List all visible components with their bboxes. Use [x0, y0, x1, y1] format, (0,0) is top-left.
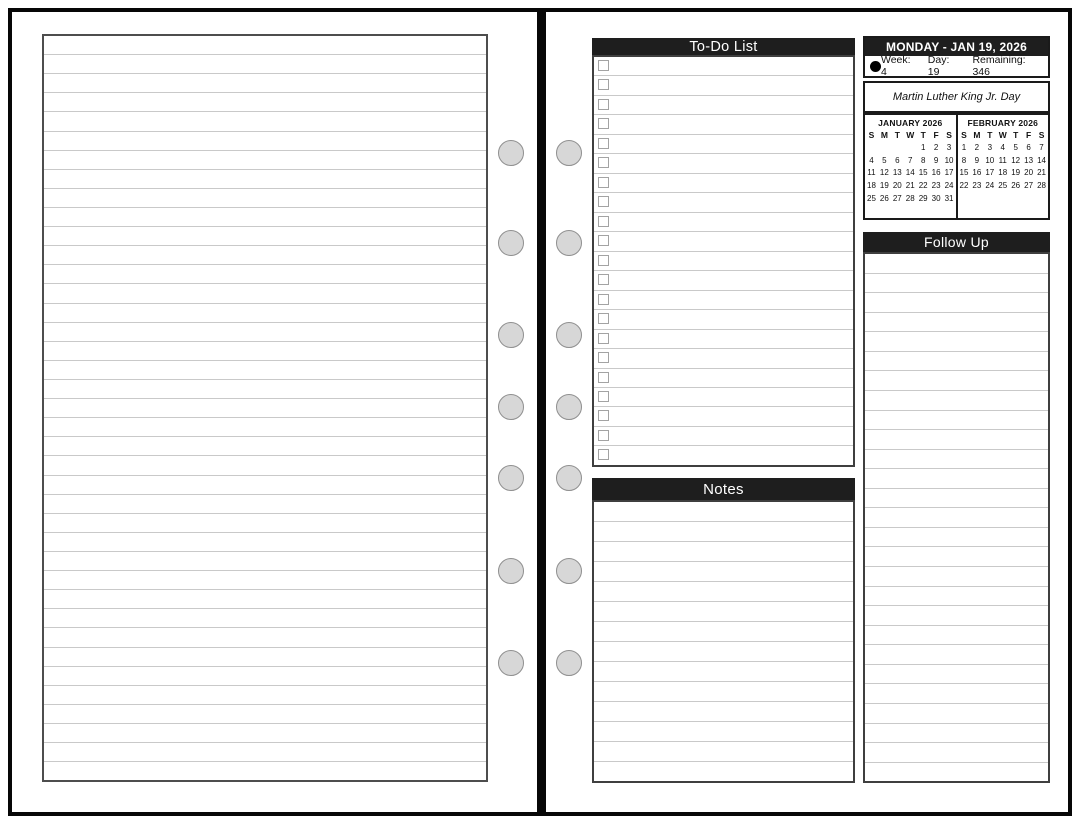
notes-line	[594, 542, 853, 562]
binder-hole	[556, 394, 582, 420]
notes-line	[594, 622, 853, 642]
calendar-day-cell: 23	[972, 181, 982, 191]
calendar-day-cell: 23	[931, 181, 941, 191]
calendar-grid	[865, 129, 956, 206]
todo-checkbox[interactable]	[598, 430, 609, 441]
calendar-day-cell: 20	[892, 181, 902, 191]
calendar-dow-cell: W	[998, 130, 1007, 140]
left-page-line	[44, 265, 486, 284]
notes-list	[592, 500, 855, 783]
left-page-line	[44, 284, 486, 303]
left-page-line	[44, 112, 486, 131]
calendar-title: JANUARY 2026	[878, 118, 943, 128]
date-title: MONDAY - JAN 19, 2026	[886, 40, 1027, 54]
calendar-day-cell: 4	[869, 155, 874, 165]
calendar-day-cell: 20	[1024, 168, 1034, 178]
calendar-day-cell: 3	[946, 142, 952, 152]
left-page-line	[44, 476, 486, 495]
left-page-line	[44, 380, 486, 399]
left-page-line	[44, 705, 486, 724]
todo-checkbox[interactable]	[598, 79, 609, 90]
calendar-dow-cell: T	[1013, 130, 1019, 140]
page-divider	[537, 8, 546, 816]
todo-row	[594, 115, 853, 134]
todo-checkbox[interactable]	[598, 333, 609, 344]
todo-row	[594, 154, 853, 173]
calendar-day-cell: 18	[998, 168, 1008, 178]
followup-title: Follow Up	[924, 234, 989, 250]
date-header-box	[863, 36, 1050, 78]
left-page-line	[44, 437, 486, 456]
left-page-line	[44, 36, 486, 55]
followup-line	[865, 724, 1048, 744]
calendar-day-cell: 18	[867, 181, 876, 191]
calendar-day-cell: 24	[985, 181, 995, 191]
followup-line	[865, 547, 1048, 567]
todo-row	[594, 232, 853, 251]
calendar-title: FEBRUARY 2026	[967, 118, 1039, 128]
left-notes-page	[42, 34, 488, 782]
calendar-day-cell: 5	[882, 155, 887, 165]
left-page-line	[44, 743, 486, 762]
notes-line	[594, 722, 853, 742]
left-page-line	[44, 323, 486, 342]
todo-checkbox[interactable]	[598, 391, 609, 402]
calendar-day-cell: 12	[879, 168, 889, 178]
left-page-line	[44, 399, 486, 418]
notes-line	[594, 642, 853, 662]
calendar-day-cell: 10	[985, 155, 995, 165]
binder-hole	[498, 230, 524, 256]
calendar-day-cell: 17	[985, 168, 995, 178]
binder-hole	[498, 465, 524, 491]
calendar-day-cell: 11	[998, 155, 1007, 165]
calendar-day-cell: 10	[944, 155, 954, 165]
left-page-line	[44, 246, 486, 265]
calendar-day-cell: 24	[944, 181, 954, 191]
followup-line	[865, 743, 1048, 763]
calendar-dow-cell: T	[987, 130, 993, 140]
calendar-day-cell: 27	[892, 193, 902, 203]
left-page-line	[44, 609, 486, 628]
left-page-line	[44, 533, 486, 552]
days-remaining: Remaining: 346	[972, 54, 1026, 78]
followup-line	[865, 274, 1048, 294]
todo-row	[594, 427, 853, 446]
todo-checkbox[interactable]	[598, 60, 609, 71]
calendar-day-cell	[878, 142, 891, 155]
todo-row	[594, 76, 853, 95]
left-page-line	[44, 93, 486, 112]
calendar-day-cell: 1	[920, 142, 926, 152]
calendar-day-cell: 2	[933, 142, 939, 152]
followup-line	[865, 606, 1048, 626]
calendar-day-cell: 1	[961, 142, 967, 152]
binder-hole	[498, 140, 524, 166]
notes-line	[594, 682, 853, 702]
day-number: Day: 19	[927, 54, 950, 78]
notes-line	[594, 602, 853, 622]
todo-row	[594, 310, 853, 329]
calendar-day-cell: 8	[961, 155, 967, 165]
left-page-line	[44, 208, 486, 227]
todo-row	[594, 193, 853, 212]
todo-list	[592, 55, 855, 467]
followup-line	[865, 450, 1048, 470]
calendar-day-cell: 16	[931, 168, 941, 178]
left-page-line	[44, 74, 486, 93]
calendar-day-cell	[904, 142, 917, 155]
calendar-day-cell: 16	[972, 168, 982, 178]
calendar-dow-cell: F	[1026, 130, 1032, 140]
followup-line	[865, 371, 1048, 391]
calendar-dow-cell: T	[920, 130, 926, 140]
calendar-day-cell: 8	[920, 155, 926, 165]
calendar-day-cell: 13	[892, 168, 902, 178]
todo-row	[594, 57, 853, 76]
binder-hole	[498, 394, 524, 420]
left-page-line	[44, 189, 486, 208]
holiday-box	[863, 81, 1050, 113]
left-page-line	[44, 55, 486, 74]
todo-checkbox[interactable]	[598, 274, 609, 285]
notes-title: Notes	[703, 480, 744, 498]
left-page-line	[44, 552, 486, 571]
left-page-line	[44, 456, 486, 475]
todo-section-header	[592, 38, 855, 55]
todo-row	[594, 388, 853, 407]
calendar-day-cell: 25	[867, 193, 876, 203]
followup-line	[865, 665, 1048, 685]
todo-row	[594, 252, 853, 271]
binder-hole	[556, 465, 582, 491]
calendar-day-cell: 31	[944, 193, 954, 203]
followup-line	[865, 352, 1048, 372]
todo-checkbox[interactable]	[598, 449, 609, 460]
followup-line	[865, 254, 1048, 274]
todo-checkbox[interactable]	[598, 196, 609, 207]
calendar-day-cell: 14	[1037, 155, 1046, 165]
calendar-day-cell: 17	[944, 168, 954, 178]
followup-line	[865, 587, 1048, 607]
todo-checkbox[interactable]	[598, 118, 609, 129]
left-page-line	[44, 686, 486, 705]
left-page-line	[44, 762, 486, 780]
calendar-day-cell: 4	[1000, 142, 1005, 152]
notes-line	[594, 662, 853, 682]
binder-hole	[556, 650, 582, 676]
followup-line	[865, 645, 1048, 665]
todo-row	[594, 96, 853, 115]
todo-row	[594, 291, 853, 310]
calendar-day-cell: 15	[959, 168, 969, 178]
calendar-day-cell: 26	[879, 193, 889, 203]
calendar-day-cell: 6	[895, 155, 900, 165]
mini-calendar	[956, 115, 1049, 218]
followup-line	[865, 313, 1048, 333]
notes-line	[594, 502, 853, 522]
calendar-day-cell: 28	[905, 193, 915, 203]
todo-row	[594, 135, 853, 154]
todo-checkbox[interactable]	[598, 294, 609, 305]
calendar-day-cell: 9	[933, 155, 939, 165]
left-page-line	[44, 342, 486, 361]
followup-line	[865, 528, 1048, 548]
calendar-day-cell: 28	[1037, 181, 1046, 191]
week-number: Week: 4	[881, 54, 911, 78]
followup-line	[865, 704, 1048, 724]
notes-section-header	[592, 478, 855, 500]
followup-line	[865, 430, 1048, 450]
followup-list	[863, 252, 1050, 783]
notes-line	[594, 762, 853, 781]
followup-line	[865, 332, 1048, 352]
left-page-line	[44, 227, 486, 246]
calendar-day-cell: 19	[1011, 168, 1021, 178]
calendar-day-cell: 29	[918, 193, 928, 203]
notes-line	[594, 562, 853, 582]
todo-title: To-Do List	[689, 38, 758, 55]
calendar-dow-cell: S	[961, 130, 967, 140]
left-page-line	[44, 628, 486, 647]
notes-line	[594, 702, 853, 722]
todo-checkbox[interactable]	[598, 235, 609, 246]
calendar-day-cell	[891, 142, 904, 155]
binder-hole	[498, 650, 524, 676]
binder-hole	[498, 322, 524, 348]
week-info	[881, 54, 1043, 78]
calendar-day-cell: 11	[867, 168, 876, 178]
moon-phase-icon	[870, 61, 881, 72]
calendar-day-cell: 7	[908, 155, 913, 165]
calendar-day-cell: 15	[918, 168, 928, 178]
todo-checkbox[interactable]	[598, 157, 609, 168]
calendar-day-cell: 13	[1024, 155, 1034, 165]
followup-section-header	[863, 232, 1050, 252]
followup-line	[865, 763, 1048, 782]
todo-checkbox[interactable]	[598, 177, 609, 188]
calendar-day-cell	[865, 142, 878, 155]
left-page-line	[44, 590, 486, 609]
todo-row	[594, 330, 853, 349]
followup-line	[865, 293, 1048, 313]
calendar-dow-cell: M	[973, 130, 981, 140]
week-info-row	[865, 56, 1048, 76]
left-page-line	[44, 495, 486, 514]
todo-row	[594, 174, 853, 193]
binder-hole	[556, 140, 582, 166]
todo-row	[594, 407, 853, 426]
todo-checkbox[interactable]	[598, 99, 609, 110]
calendar-day-cell: 30	[931, 193, 941, 203]
followup-line	[865, 489, 1048, 509]
left-page-line	[44, 151, 486, 170]
calendar-day-cell: 6	[1026, 142, 1031, 152]
left-page-line	[44, 361, 486, 380]
left-page-line	[44, 648, 486, 667]
todo-row	[594, 446, 853, 464]
todo-checkbox[interactable]	[598, 138, 609, 149]
calendar-day-cell: 25	[998, 181, 1008, 191]
todo-checkbox[interactable]	[598, 216, 609, 227]
left-page-line	[44, 667, 486, 686]
todo-checkbox[interactable]	[598, 372, 609, 383]
calendar-day-cell: 7	[1039, 142, 1044, 152]
todo-row	[594, 271, 853, 290]
notes-line	[594, 522, 853, 542]
left-page-line	[44, 132, 486, 151]
followup-line	[865, 567, 1048, 587]
left-page-line	[44, 418, 486, 437]
calendar-dow-cell: F	[933, 130, 939, 140]
binder-hole	[556, 322, 582, 348]
todo-checkbox[interactable]	[598, 410, 609, 421]
left-page-line	[44, 170, 486, 189]
calendar-day-cell: 21	[1037, 168, 1046, 178]
calendar-dow-cell: M	[880, 130, 888, 140]
followup-line	[865, 411, 1048, 431]
calendar-day-cell: 9	[974, 155, 980, 165]
todo-checkbox[interactable]	[598, 352, 609, 363]
notes-line	[594, 742, 853, 762]
followup-line	[865, 391, 1048, 411]
binder-hole	[498, 558, 524, 584]
calendar-day-cell: 22	[918, 181, 928, 191]
calendar-dow-cell: S	[1038, 130, 1045, 140]
calendar-dow-cell: T	[894, 130, 900, 140]
calendar-day-cell: 5	[1013, 142, 1018, 152]
calendar-day-cell: 3	[987, 142, 993, 152]
followup-line	[865, 508, 1048, 528]
left-page-line	[44, 571, 486, 590]
left-page-line	[44, 304, 486, 323]
followup-line	[865, 469, 1048, 489]
todo-row	[594, 213, 853, 232]
left-page-line	[44, 724, 486, 743]
calendar-day-cell: 19	[879, 181, 889, 191]
todo-row	[594, 349, 853, 368]
calendar-day-cell: 21	[905, 181, 915, 191]
calendar-grid	[958, 129, 1049, 193]
holiday-label: Martin Luther King Jr. Day	[892, 91, 1021, 103]
todo-checkbox[interactable]	[598, 255, 609, 266]
calendar-day-cell: 27	[1024, 181, 1034, 191]
followup-line	[865, 684, 1048, 704]
binder-hole	[556, 558, 582, 584]
calendar-day-cell: 22	[959, 181, 969, 191]
calendar-day-cell: 14	[905, 168, 915, 178]
calendar-day-cell: 2	[974, 142, 980, 152]
notes-line	[594, 582, 853, 602]
mini-calendars	[863, 113, 1050, 220]
calendar-dow-cell: S	[946, 130, 952, 140]
left-page-line	[44, 514, 486, 533]
calendar-dow-cell: W	[906, 130, 915, 140]
calendar-day-cell: 26	[1011, 181, 1021, 191]
todo-row	[594, 369, 853, 388]
todo-checkbox[interactable]	[598, 313, 609, 324]
mini-calendar	[865, 115, 956, 218]
calendar-day-cell: 12	[1011, 155, 1021, 165]
calendar-dow-cell: S	[868, 130, 875, 140]
binder-hole	[556, 230, 582, 256]
followup-line	[865, 626, 1048, 646]
